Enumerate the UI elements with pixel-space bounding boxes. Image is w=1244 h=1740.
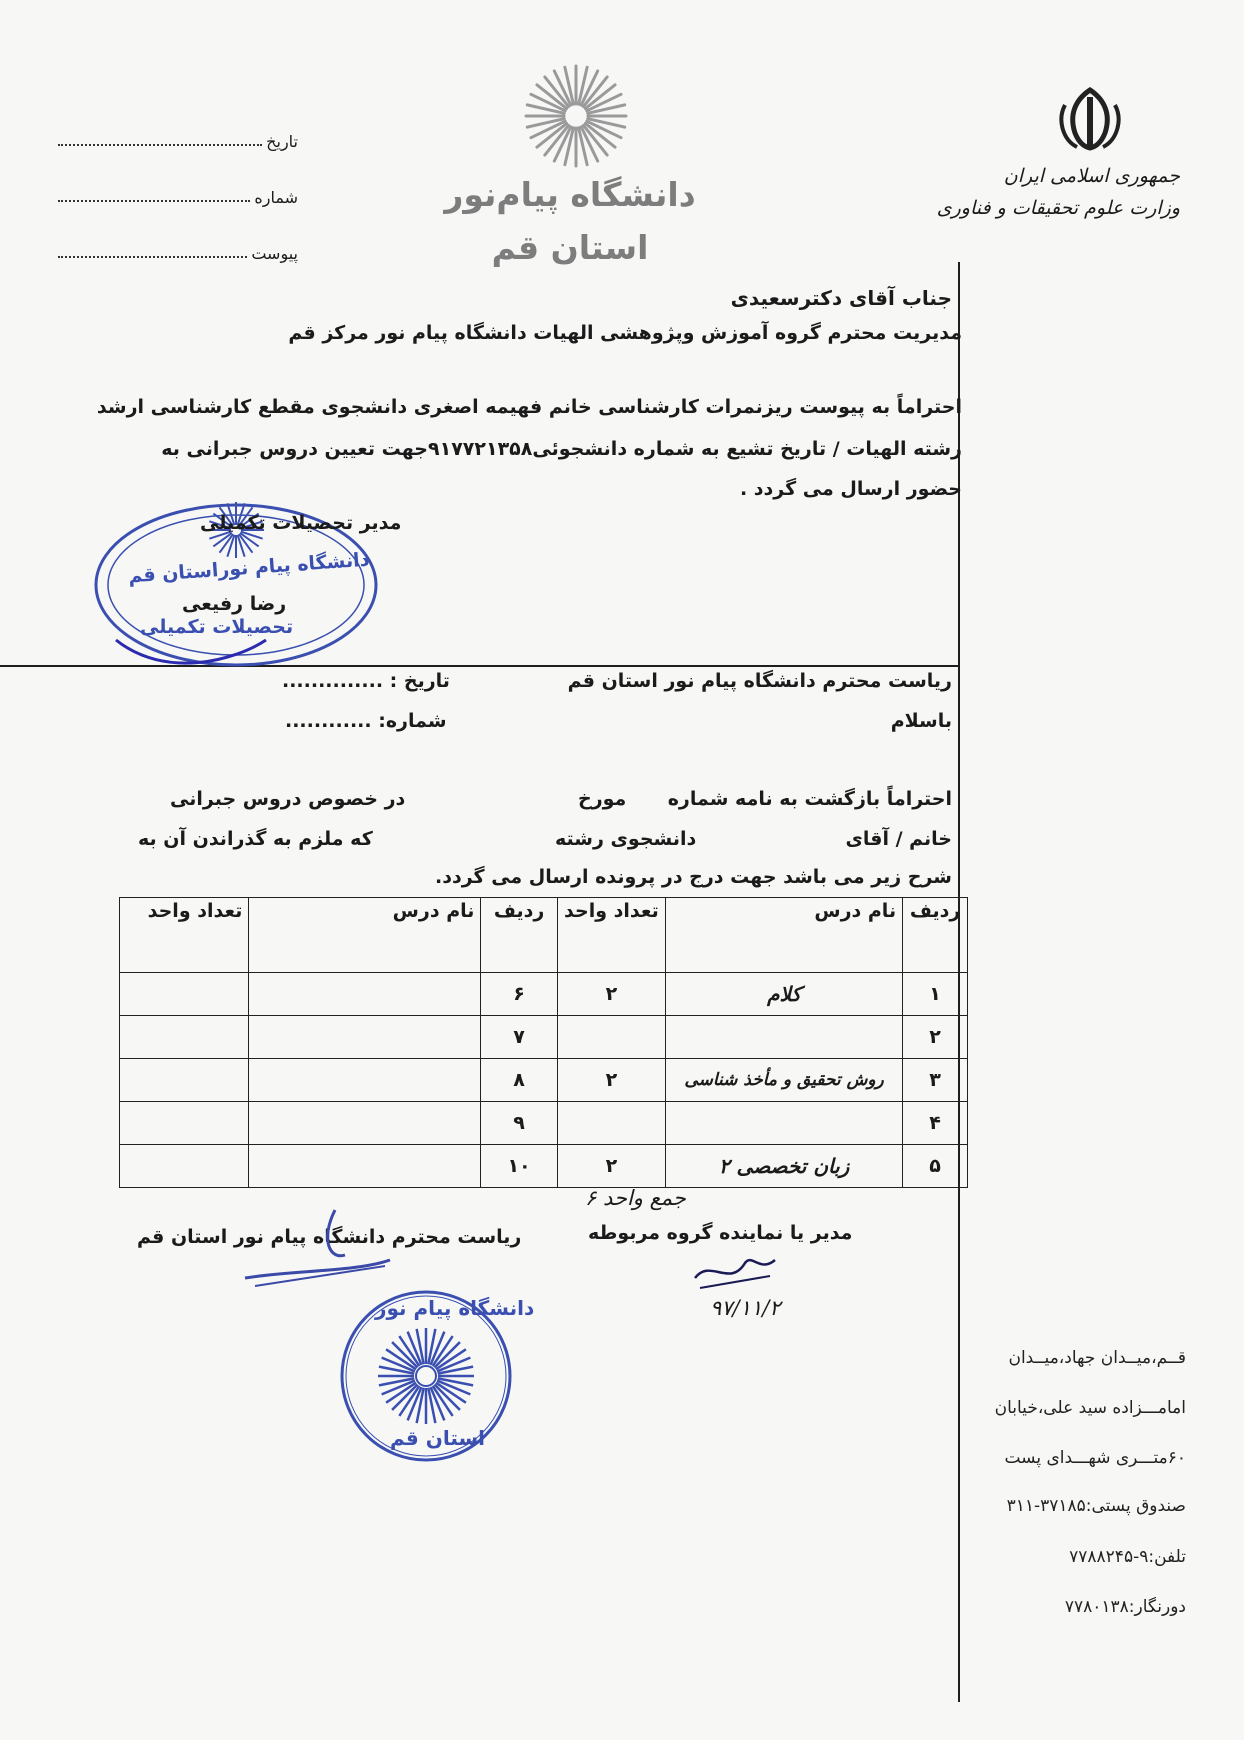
letter2-line3: شرح زیر می باشد جهت درج در پرونده ارسال می گردد. bbox=[435, 866, 952, 888]
course-units: ۲ bbox=[557, 1145, 665, 1188]
address-line-3: ۶۰متـــری شهـــدای پست bbox=[1004, 1448, 1186, 1468]
course-units bbox=[120, 1102, 249, 1145]
letter2-date: تاریخ : .............. bbox=[282, 670, 450, 692]
letter2-line1-c: در خصوص دروس جبرانی bbox=[170, 788, 406, 810]
stamp1-top-text: دانشگاه پیام نوراستان قم bbox=[127, 548, 371, 588]
row-number: ۱۰ bbox=[481, 1145, 557, 1188]
course-units bbox=[120, 973, 249, 1016]
letter2-line1-a: احتراماً بازگشت به نامه شماره bbox=[667, 788, 952, 810]
letter2-number: شماره: ............ bbox=[285, 710, 447, 732]
row-number: ۱ bbox=[903, 973, 968, 1016]
col-course-2: نام درس bbox=[249, 898, 481, 973]
course-name: زبان تخصصی ۲ bbox=[666, 1145, 903, 1188]
letter1-body-line3: حضور ارسال می گردد . bbox=[739, 478, 962, 500]
university-name: دانشگاه پیام‌نور bbox=[444, 175, 696, 214]
course-units bbox=[120, 1059, 249, 1102]
course-name bbox=[249, 1145, 481, 1188]
row-number: ۶ bbox=[481, 973, 557, 1016]
grades-table bbox=[119, 897, 968, 1188]
table-row bbox=[120, 1059, 968, 1102]
col-course-1: نام درس bbox=[666, 898, 903, 973]
address-line-2: امامـــزاده سید علی،خیابان bbox=[994, 1398, 1186, 1418]
gov-line-1: جمهوری اسلامی ایران bbox=[1003, 165, 1180, 187]
stamp2-bottom-text: استان قم bbox=[390, 1426, 486, 1450]
meta-number bbox=[58, 188, 298, 207]
col-units-2: تعداد واحد bbox=[120, 898, 249, 973]
iran-emblem-icon bbox=[1055, 85, 1125, 155]
row-number: ۵ bbox=[903, 1145, 968, 1188]
address-fax: دورنگار:۷۷۸۰۱۳۸ bbox=[1064, 1597, 1186, 1617]
letter2-line1-b: مورخ bbox=[578, 788, 627, 810]
stamp1-bottom-text: تحصیلات تکمیلی bbox=[140, 616, 294, 638]
letter1-body-line2: رشته الهیات / تاریخ تشیع به شماره دانشجوئی۹۱۷۷۲۱۳۵۸جهت تعیین دروس جبرانی به bbox=[161, 438, 962, 460]
table-row bbox=[120, 973, 968, 1016]
meta-attachment bbox=[58, 244, 298, 263]
row-number: ۴ bbox=[903, 1102, 968, 1145]
letter1-addressee-title: مدیریت محترم گروه آموزش وپژوهشی الهیات دانشگاه پیام نور مرکز قم bbox=[288, 322, 962, 344]
row-number: ۹ bbox=[481, 1102, 557, 1145]
stamp2-top-text: دانشگاه پیام نور bbox=[375, 1296, 535, 1320]
course-units bbox=[120, 1145, 249, 1188]
course-name: کلام bbox=[666, 973, 903, 1016]
course-name bbox=[249, 1102, 481, 1145]
course-name bbox=[666, 1102, 903, 1145]
group-manager-label: مدیر یا نماینده گروه مربوطه bbox=[588, 1222, 853, 1244]
course-units: ۲ bbox=[557, 973, 665, 1016]
group-manager-signature bbox=[690, 1248, 780, 1298]
meta-attachment-label: پیوست bbox=[251, 244, 298, 263]
course-name bbox=[249, 1016, 481, 1059]
university-province: استان قم bbox=[491, 228, 649, 267]
signer-name: رضا رفیعی bbox=[182, 593, 287, 615]
row-number: ۸ bbox=[481, 1059, 557, 1102]
table-header-row bbox=[120, 898, 968, 973]
table-row bbox=[120, 1016, 968, 1059]
col-units-1: تعداد واحد bbox=[557, 898, 665, 973]
course-name: روش تحقیق و مأخذ شناسی bbox=[666, 1059, 903, 1102]
signer-title: مدیر تحصیلات تکمیلی bbox=[200, 512, 402, 534]
letter2-line2-b: دانشجوی رشته bbox=[555, 828, 697, 850]
gov-line-2: وزارت علوم تحقیقات و فناوری bbox=[936, 197, 1180, 219]
table-row bbox=[120, 1145, 968, 1188]
course-units bbox=[557, 1102, 665, 1145]
handwritten-date: ۹۷/۱۱/۲ bbox=[710, 1296, 781, 1320]
course-name bbox=[249, 1059, 481, 1102]
address-line-4: صندوق پستی:۳۷۱۸۵-۳۱۱ bbox=[1006, 1496, 1186, 1516]
letter1-addressee: جناب آقای دکترسعیدی bbox=[730, 286, 952, 310]
letter1-body-line1: احتراماً به پیوست ریزنمرات کارشناسی خانم فهیمه اصغری دانشجوی مقطع کارشناسی ارشد bbox=[96, 396, 962, 418]
row-number: ۲ bbox=[903, 1016, 968, 1059]
letter2-line2-c: که ملزم به گذراندن آن به bbox=[138, 828, 373, 850]
course-units bbox=[557, 1016, 665, 1059]
row-number: ۷ bbox=[481, 1016, 557, 1059]
col-row-1: ردیف bbox=[903, 898, 968, 973]
letter2-addressee: ریاست محترم دانشگاه پیام نور استان قم bbox=[567, 670, 952, 692]
president-label: ریاست محترم دانشگاه پیام نور استان قم bbox=[137, 1226, 522, 1248]
meta-number-label: شماره bbox=[254, 188, 298, 207]
row-number: ۳ bbox=[903, 1059, 968, 1102]
address-phone: تلفن:۹-۷۷۸۸۲۴۵ bbox=[1069, 1547, 1186, 1567]
total-units-note: جمع واحد ۶ bbox=[585, 1186, 686, 1210]
course-units bbox=[120, 1016, 249, 1059]
letter2-greeting: باسلام bbox=[890, 710, 952, 732]
course-units: ۲ bbox=[557, 1059, 665, 1102]
col-row-2: ردیف bbox=[481, 898, 557, 973]
address-line-1: قــم،میــدان جهاد،میــدان bbox=[1008, 1348, 1186, 1368]
course-name bbox=[249, 973, 481, 1016]
meta-date-label: تاریخ bbox=[266, 132, 298, 151]
table-row bbox=[120, 1102, 968, 1145]
course-name bbox=[666, 1016, 903, 1059]
meta-date bbox=[58, 132, 298, 151]
president-signature bbox=[235, 1200, 395, 1295]
payame-noor-logo-icon bbox=[522, 62, 630, 170]
letter2-line2-a: خانم / آقای bbox=[845, 828, 952, 850]
